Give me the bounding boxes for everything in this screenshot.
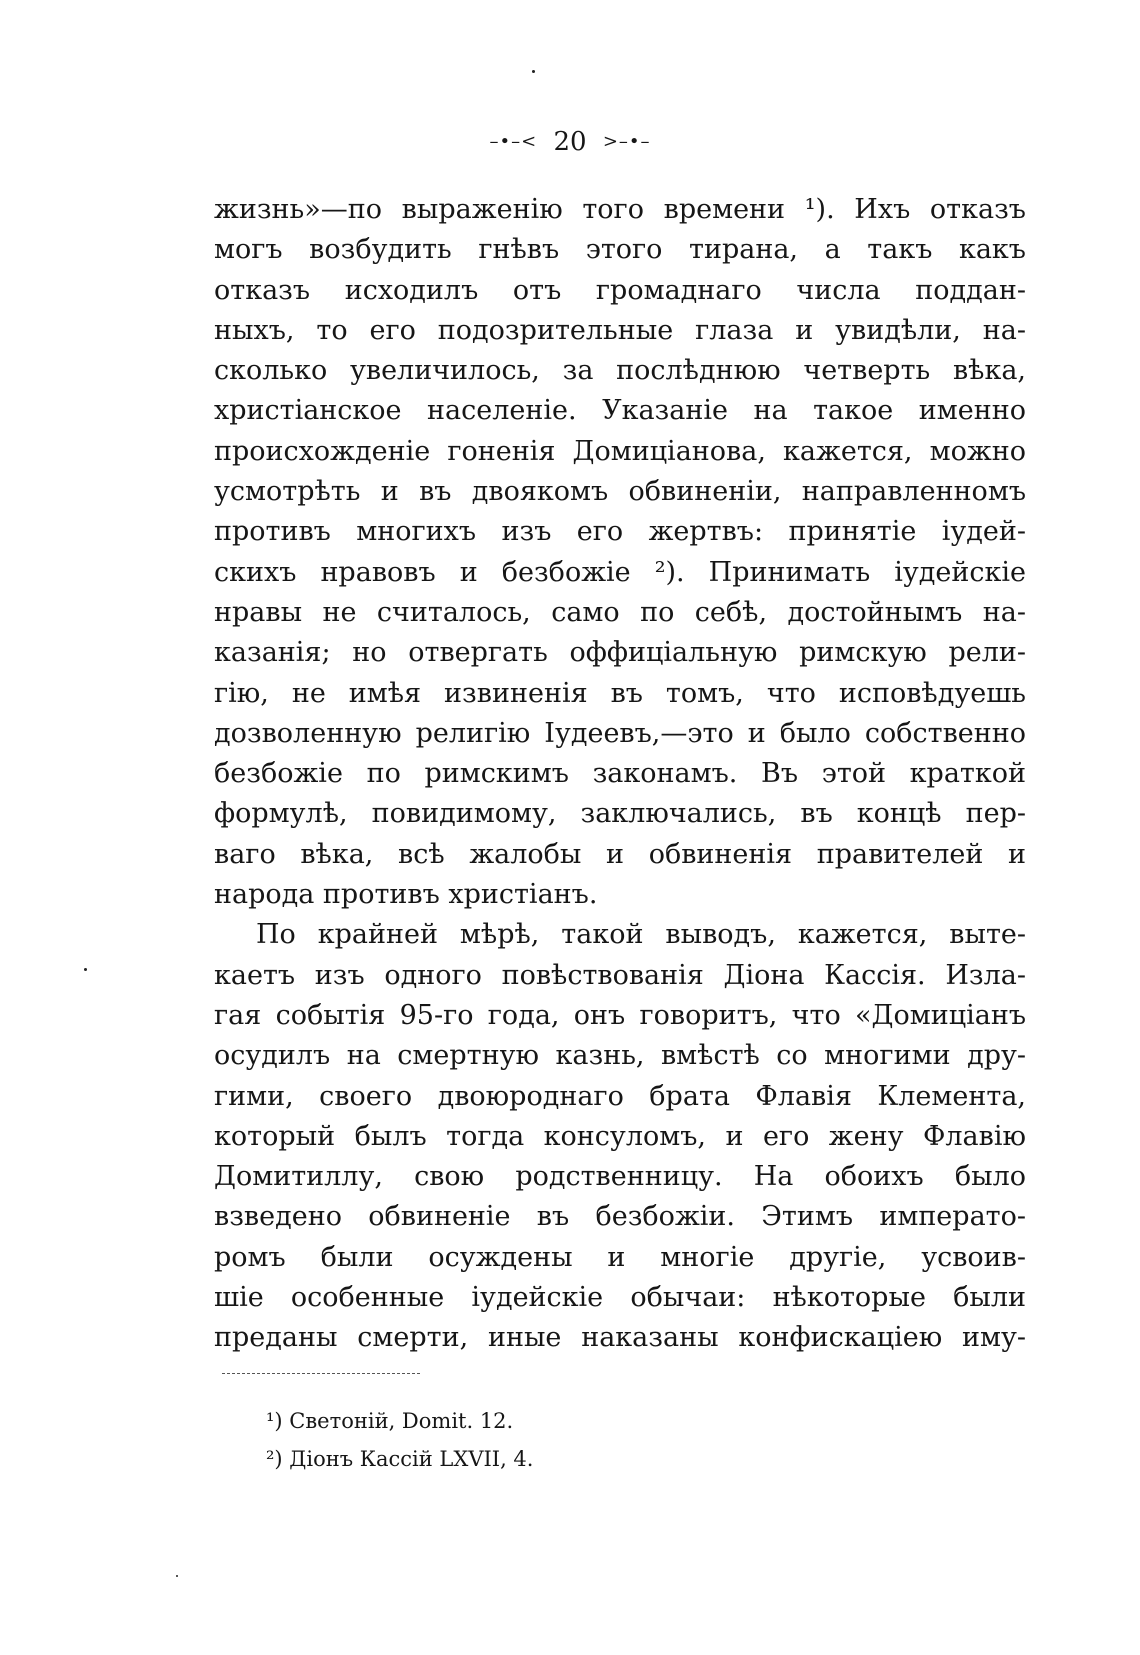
text-line: дозволенную религію Іудеевъ,—это и было собственно [214, 717, 1026, 749]
right-ornament: >–•– [602, 131, 651, 152]
text-line: происхожденіе гоненія Домиціанова, кажется, можно [214, 435, 1026, 467]
paragraph-start-line: По крайней мѣрѣ, такой выводъ, кажется, выте- [256, 919, 1026, 951]
text-line: формулѣ, повидимому, заключались, въ концѣ пер- [214, 798, 1026, 830]
page-number: 20 [553, 127, 587, 157]
footnote-separator [222, 1373, 420, 1374]
text-line: отказъ исходилъ отъ громаднаго числа поддан- [214, 274, 1026, 306]
text-line: шіе особенные іудейскіе обычаи: нѣкоторые были [214, 1282, 1026, 1314]
text-line: каетъ изъ одного повѣствованія Діона Кассія. Изла- [214, 959, 1026, 991]
text-line: противъ многихъ изъ его жертвъ: принятіе іудей- [214, 516, 1026, 548]
text-line: гію, не имѣя извиненія въ томъ, что исповѣдуешь [214, 677, 1026, 709]
ink-speck-bottom [176, 1575, 178, 1577]
ink-speck-left [84, 968, 87, 971]
text-line: взведено обвиненіе въ безбожіи. Этимъ императо- [214, 1201, 1026, 1233]
body-text [214, 190, 1026, 1359]
footnote-2: ²) Діонъ Кассій LXVII, 4. [266, 1447, 534, 1471]
footnotes [266, 1402, 533, 1478]
text-line: преданы смерти, иные наказаны конфискаціею иму- [214, 1322, 1026, 1354]
paragraph-end-line: народа противъ христіанъ. [214, 879, 598, 911]
text-line: гая событія 95-го года, онъ говоритъ, что «Домиціанъ [214, 999, 1026, 1031]
text-line: нравы не считалось, само по себѣ, достойнымъ на- [214, 596, 1026, 628]
text-line: могъ возбудить гнѣвъ этого тирана, а такъ какъ [214, 234, 1026, 266]
text-line: который былъ тогда консуломъ, и его жену Флавію [214, 1120, 1026, 1152]
text-line: ныхъ, то его подозрительные глаза и увидѣли, на- [214, 314, 1026, 346]
text-line: христіанское населеніе. Указаніе на такое именно [214, 395, 1026, 427]
text-line: усмотрѣть и въ двоякомъ обвиненіи, направленномъ [214, 476, 1026, 508]
left-ornament: –•–< [489, 131, 538, 152]
text-line: казанія; но отвергать оффиціальную римскую рели- [214, 637, 1026, 669]
text-line: сколько увеличилось, за послѣднюю четверть вѣка, [214, 355, 1026, 387]
footnote-1: ¹) Светоній, Domit. 12. [266, 1409, 514, 1433]
text-line: осудилъ на смертную казнь, вмѣстѣ со многими дру- [214, 1040, 1026, 1072]
text-line: Домитиллу, свою родственницу. На обоихъ было [214, 1161, 1026, 1193]
text-line: жизнь»—по выраженію того времени ¹). Ихъ отказъ [214, 194, 1026, 225]
text-line: ромъ были осуждены и многіе другіе, усвоив- [214, 1241, 1026, 1273]
page-header [0, 124, 1140, 159]
text-line: скихъ нравовъ и безбожіе ²). Принимать іудейскіе [214, 556, 1026, 588]
text-line: ваго вѣка, всѣ жалобы и обвиненія правителей и [214, 838, 1026, 870]
text-line: безбожіе по римскимъ законамъ. Въ этой краткой [214, 758, 1026, 790]
ink-speck-top [532, 70, 535, 73]
text-line: гими, своего двоюроднаго брата Флавія Клемента, [214, 1080, 1026, 1112]
